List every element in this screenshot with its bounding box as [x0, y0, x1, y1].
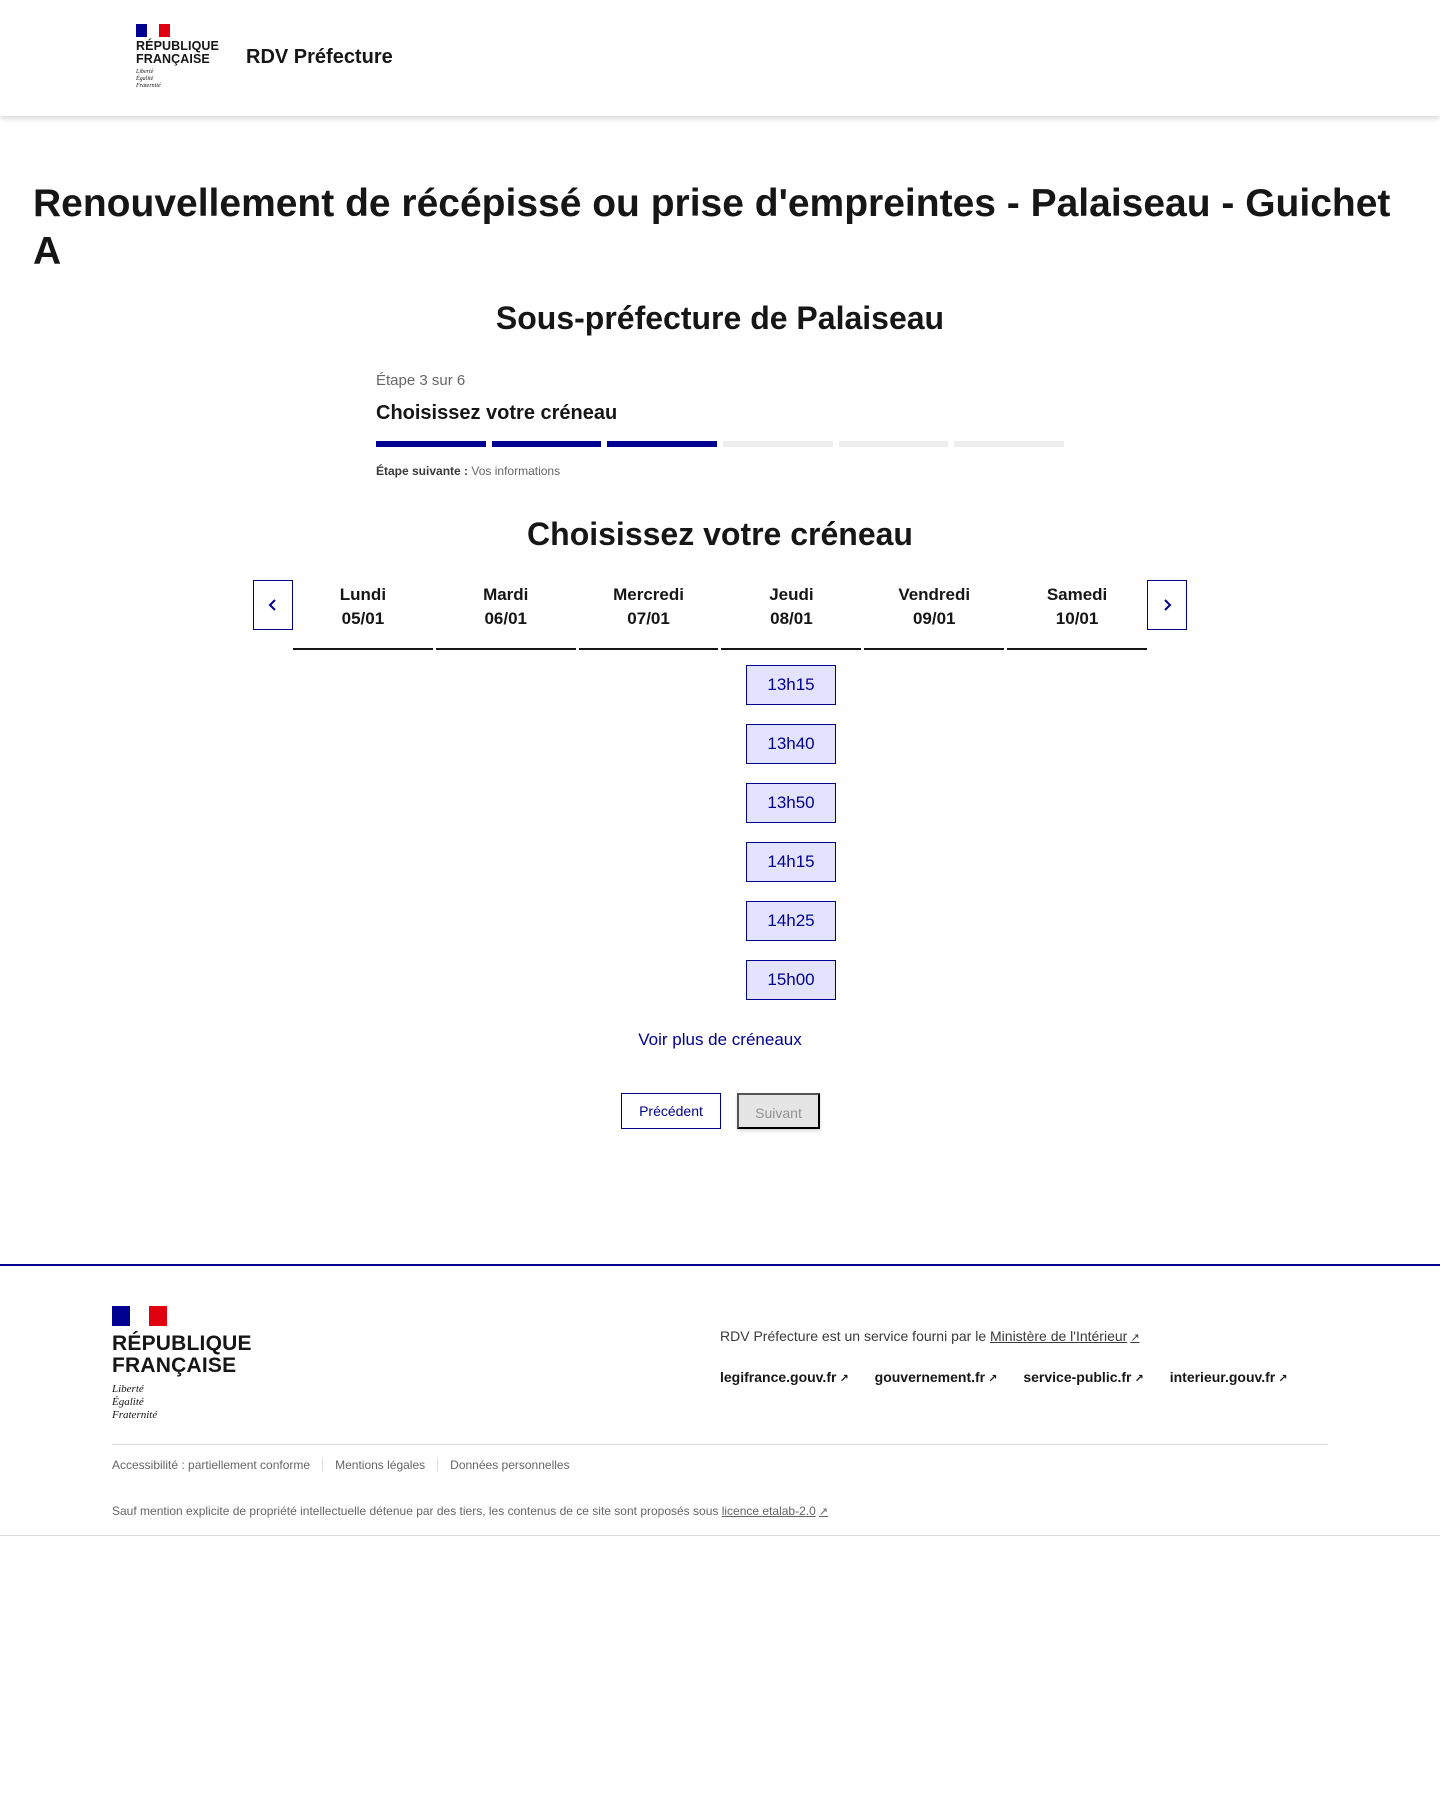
footer-divider	[112, 1444, 1328, 1445]
logo-line2: FRANÇAISE	[136, 52, 210, 66]
day-name: Vendredi	[898, 585, 971, 604]
footer-partner-link[interactable]: legifrance.gouv.fr ↗	[720, 1369, 849, 1385]
stepper	[376, 372, 1064, 478]
footer-logo-motto3: Fraternité	[112, 1409, 158, 1421]
logo-line1: RÉPUBLIQUE	[136, 39, 219, 53]
footer-bottom-links	[112, 1458, 582, 1472]
footer-bottom-link[interactable]: Mentions légales	[322, 1458, 437, 1472]
external-link-icon: ↗	[988, 1373, 998, 1385]
stepper-bar	[954, 441, 1064, 447]
stepper-bar	[723, 441, 833, 447]
stepper-bar	[492, 441, 602, 447]
license-link[interactable]: licence etalab-2.0 ↗	[721, 1504, 828, 1518]
chevron-left-icon	[267, 598, 279, 612]
calendar-day	[293, 580, 433, 650]
external-link-icon: ↗	[839, 1373, 849, 1385]
calendar-day	[721, 580, 861, 650]
site-header	[0, 0, 1440, 116]
republique-francaise-logo[interactable]	[136, 24, 219, 90]
stepper-next-step	[376, 464, 1064, 478]
stepper-bar	[376, 441, 486, 447]
flag-icon	[136, 24, 170, 37]
previous-week-button[interactable]	[253, 580, 293, 630]
footer-logo-motto1: Liberté	[112, 1383, 144, 1395]
footer-license	[112, 1504, 828, 1518]
time-slots	[746, 665, 836, 1019]
day-name: Mardi	[483, 585, 529, 604]
external-link-icon: ↗	[1134, 1373, 1144, 1385]
page-title: Renouvellement de récépissé ou prise d'empreintes - Palaiseau - Guichet A	[33, 182, 1391, 273]
footer-desc-prefix: RDV Préfecture est un service fourni par le	[720, 1328, 987, 1344]
footer-partner-link[interactable]: service-public.fr ↗	[1023, 1369, 1144, 1385]
day-name: Jeudi	[769, 585, 814, 604]
calendar-day	[436, 580, 576, 650]
time-slot-button[interactable]: 14h25	[746, 901, 836, 941]
time-slot-button[interactable]: 14h15	[746, 842, 836, 882]
day-name: Mercredi	[613, 585, 684, 604]
footer-links	[720, 1369, 1287, 1385]
day-date: 10/01	[1055, 609, 1099, 628]
logo-motto3: Fraternité	[136, 83, 161, 89]
more-slots-link[interactable]: Voir plus de créneaux	[638, 1030, 802, 1049]
stepper-next-label: Étape suivante :	[376, 464, 469, 478]
footer-bottom-link[interactable]: Accessibilité : partiellement conforme	[112, 1458, 311, 1472]
footer-partner-link[interactable]: interieur.gouv.fr ↗	[1169, 1369, 1288, 1385]
footer-logo-motto2: Égalité	[112, 1396, 144, 1408]
day-date: 08/01	[770, 609, 813, 628]
stepper-bar	[607, 441, 717, 447]
calendar-days	[293, 580, 1147, 650]
service-name[interactable]: RDV Préfecture	[246, 46, 393, 68]
external-link-icon: ↗	[818, 1506, 828, 1518]
external-link-icon: ↗	[1278, 1373, 1288, 1385]
footer-logo-line2: FRANÇAISE	[112, 1354, 237, 1377]
external-link-icon: ↗	[1130, 1332, 1140, 1344]
previous-button[interactable]: Précédent	[621, 1093, 721, 1129]
footer-bottom-link[interactable]: Données personnelles	[437, 1458, 581, 1472]
page-subtitle: Sous-préfecture de Palaiseau	[495, 300, 945, 336]
footer-description	[720, 1328, 1140, 1344]
time-slot-button[interactable]: 13h50	[746, 783, 836, 823]
time-slot-button[interactable]: 13h15	[746, 665, 836, 705]
next-button[interactable]: Suivant	[737, 1093, 820, 1129]
day-name: Lundi	[339, 585, 387, 604]
stepper-state: Étape 3 sur 6	[376, 372, 466, 389]
calendar-day	[864, 580, 1004, 650]
time-slot-button[interactable]: 15h00	[746, 960, 836, 1000]
day-date: 07/01	[627, 609, 670, 628]
footer-republique-francaise-logo[interactable]	[112, 1306, 262, 1422]
day-date: 09/01	[912, 609, 956, 628]
next-week-button[interactable]	[1147, 580, 1187, 630]
day-name: Samedi	[1046, 585, 1108, 604]
calendar-day	[579, 580, 719, 650]
chevron-right-icon	[1161, 598, 1173, 612]
footer-partner-link[interactable]: gouvernement.fr ↗	[874, 1369, 998, 1385]
license-prefix: Sauf mention explicite de propriété intellectuelle détenue par des tiers, les contenus de ce site sont proposés sous	[112, 1504, 719, 1518]
time-slot-button[interactable]: 13h40	[746, 724, 836, 764]
footer-logo-line1: RÉPUBLIQUE	[112, 1332, 252, 1355]
stepper-next-value: Vos informations	[471, 464, 561, 478]
stepper-progress	[376, 441, 1064, 447]
flag-icon	[112, 1306, 167, 1326]
stepper-title: Choisissez votre créneau	[376, 402, 618, 424]
site-footer	[0, 1264, 1440, 1536]
day-date: 05/01	[341, 609, 385, 628]
logo-motto1: Liberté	[136, 69, 154, 75]
calendar-day	[1007, 580, 1147, 650]
logo-motto2: Égalité	[136, 76, 154, 82]
stepper-bar	[839, 441, 949, 447]
day-date: 06/01	[484, 609, 528, 628]
ministere-link[interactable]: Ministère de l'Intérieur ↗	[990, 1328, 1140, 1344]
calendar-title: Choisissez votre créneau	[527, 516, 913, 552]
